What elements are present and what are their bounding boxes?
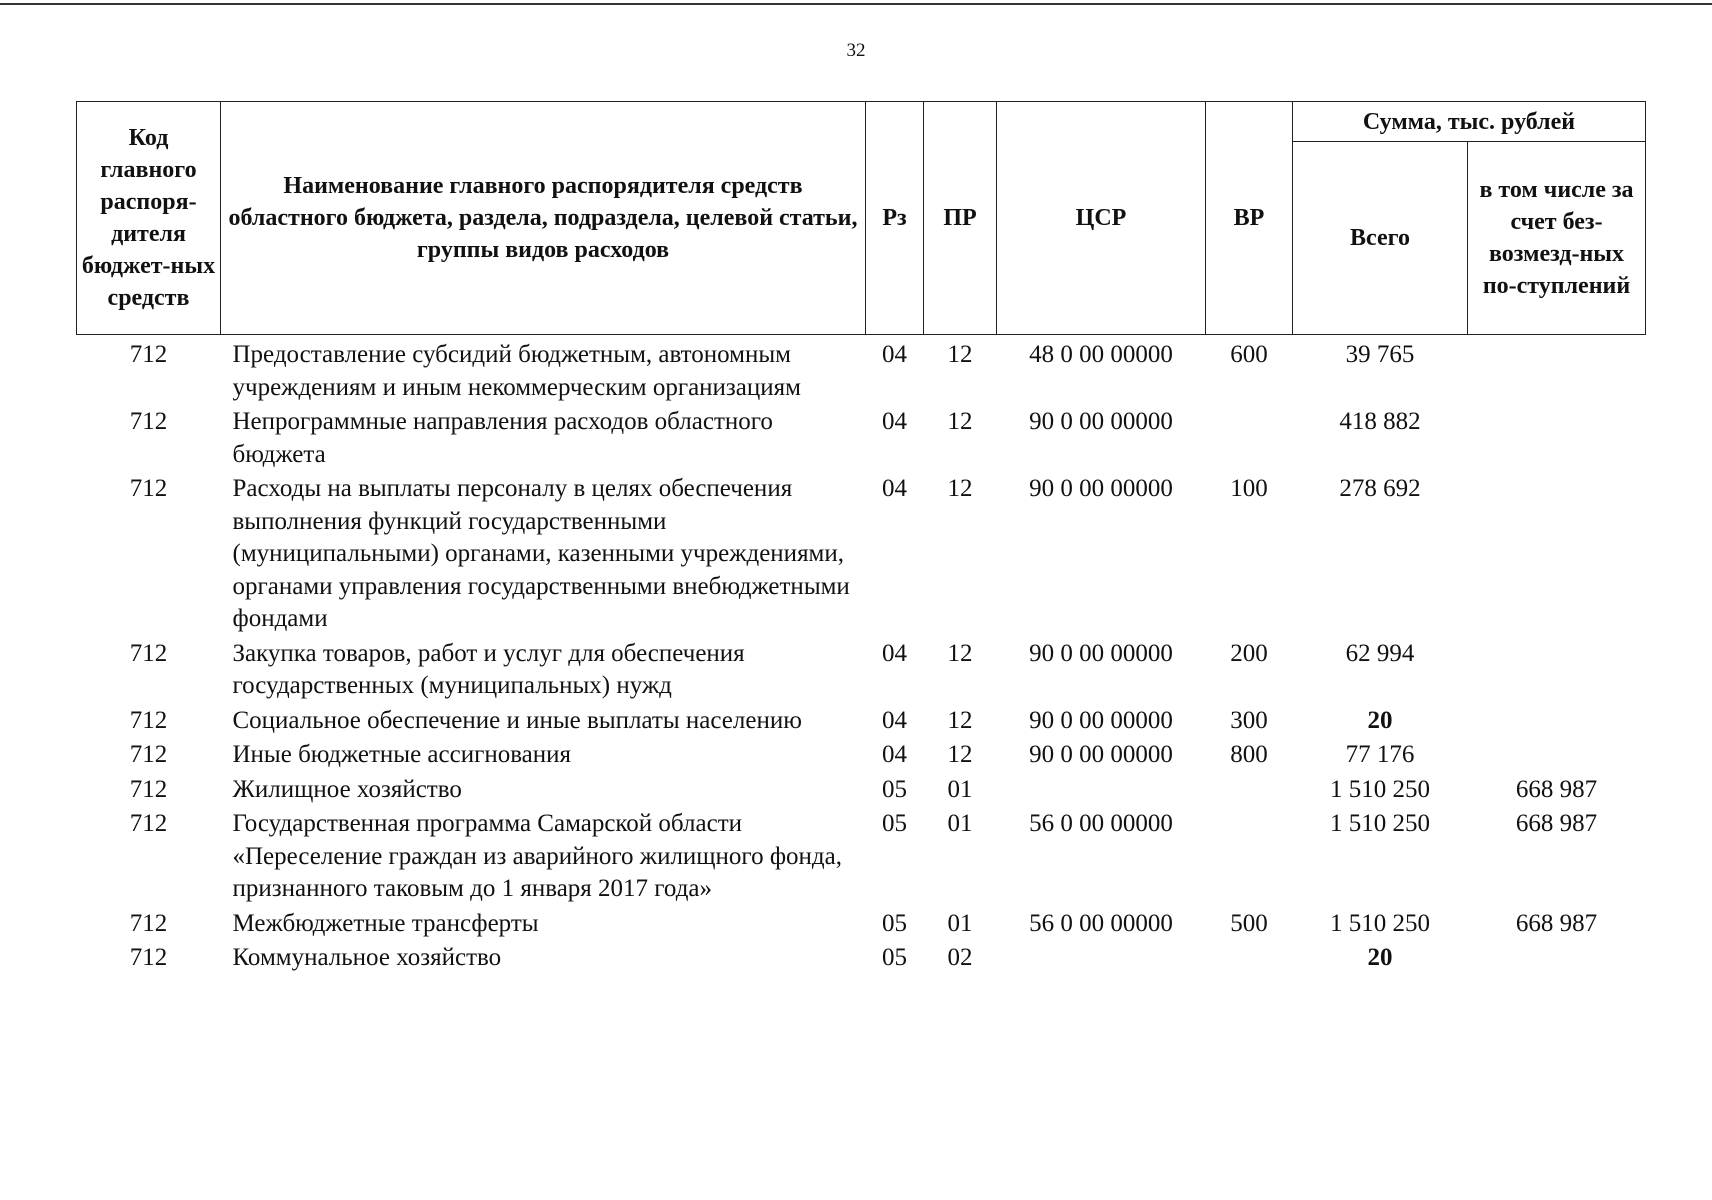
cell-csr: 90 0 00 00000 — [1029, 639, 1173, 667]
cell-pr: 01 — [947, 909, 973, 937]
header-code: Код главного распоря-дителя бюджет-ных средств — [77, 102, 221, 335]
page-number: 32 — [846, 40, 866, 61]
cell-csr: 90 0 00 00000 — [1029, 741, 1173, 768]
cell-code: 712 — [129, 341, 168, 368]
cell-name: Расходы на выплаты персоналу в целях обеспечения выполнения функций государственными (муниципальными) органами, казенными учреждениями, органами управления государственными внебюджетными фондами — [232, 475, 850, 632]
table-row — [77, 737, 1646, 772]
cell-pr: 02 — [947, 944, 973, 971]
header-rz: Рз — [866, 102, 924, 335]
cell-name: Жилищное хозяйство — [232, 775, 462, 803]
table-row — [77, 772, 1646, 807]
cell-share — [1468, 335, 1646, 405]
header-sum-group: Сумма, тыс. рублей — [1293, 102, 1646, 142]
budget-table — [76, 101, 1646, 975]
cell-code: 712 — [129, 741, 168, 768]
table-row — [77, 906, 1646, 941]
cell-name: Иные бюджетные ассигнования — [232, 741, 572, 768]
cell-vr — [1206, 404, 1293, 471]
cell-rz: 05 — [882, 909, 907, 937]
header-pr: ПР — [924, 102, 997, 335]
cell-pr: 01 — [947, 810, 973, 837]
cell-rz: 04 — [882, 706, 907, 734]
cell-total: 20 — [1367, 706, 1393, 734]
table-row — [77, 335, 1646, 405]
cell-csr: 90 0 00 00000 — [1029, 475, 1173, 502]
table-header — [77, 102, 1646, 335]
header-vr: ВР — [1206, 102, 1293, 335]
cell-vr — [1206, 772, 1293, 807]
cell-vr: 100 — [1230, 475, 1268, 502]
cell-rz: 04 — [882, 639, 907, 667]
cell-code: 712 — [129, 408, 168, 435]
cell-csr: 56 0 00 00000 — [1029, 909, 1173, 937]
cell-share — [1468, 404, 1646, 471]
cell-pr: 12 — [947, 408, 973, 435]
cell-csr: 48 0 00 00000 — [1029, 341, 1173, 368]
table-row — [77, 703, 1646, 738]
cell-total: 39 765 — [1345, 341, 1415, 368]
cell-total: 1 510 250 — [1330, 810, 1430, 837]
cell-vr: 200 — [1230, 639, 1268, 667]
cell-csr — [997, 772, 1206, 807]
cell-vr — [1206, 940, 1293, 975]
table-row — [77, 806, 1646, 906]
cell-code: 712 — [129, 475, 168, 502]
table-row — [77, 940, 1646, 975]
header-name: Наименование главного распорядителя средств областного бюджета, раздела, подраздела, целевой статьи, группы видов расходов — [221, 102, 866, 335]
cell-share: 668 987 — [1515, 775, 1598, 803]
cell-csr: 90 0 00 00000 — [1029, 408, 1173, 435]
cell-pr: 12 — [947, 706, 973, 734]
cell-share — [1468, 471, 1646, 636]
cell-rz: 04 — [882, 408, 907, 435]
cell-share — [1468, 703, 1646, 738]
cell-total: 77 176 — [1345, 741, 1415, 768]
cell-total: 20 — [1367, 944, 1393, 971]
header-share: в том числе за счет без-возмезд-ных по-ступлений — [1468, 142, 1646, 335]
cell-rz: 04 — [882, 741, 907, 768]
table-row — [77, 636, 1646, 703]
cell-rz: 04 — [882, 475, 907, 502]
cell-pr: 12 — [947, 639, 973, 667]
cell-rz: 04 — [882, 341, 907, 368]
cell-pr: 12 — [947, 341, 973, 368]
cell-vr: 800 — [1230, 741, 1268, 768]
table-body — [77, 335, 1646, 975]
cell-total: 1 510 250 — [1330, 775, 1430, 803]
top-rule — [0, 3, 1712, 5]
cell-csr: 90 0 00 00000 — [1029, 706, 1173, 734]
cell-total: 62 994 — [1345, 639, 1415, 667]
cell-share — [1468, 737, 1646, 772]
cell-share — [1468, 636, 1646, 703]
cell-csr: 56 0 00 00000 — [1029, 810, 1173, 837]
cell-name: Предоставление субсидий бюджетным, автономным учреждениям и иным некоммерческим организациям — [232, 341, 801, 401]
cell-total: 418 882 — [1339, 408, 1421, 435]
cell-vr: 500 — [1230, 909, 1268, 937]
cell-pr: 12 — [947, 475, 973, 502]
header-csr: ЦСР — [997, 102, 1206, 335]
cell-vr: 300 — [1230, 706, 1268, 734]
cell-rz: 05 — [882, 944, 907, 971]
cell-vr: 600 — [1230, 341, 1268, 368]
cell-vr — [1206, 806, 1293, 906]
cell-name: Государственная программа Самарской области «Переселение граждан из аварийного жилищного фонда, признанного таковым до 1 января 2017 года» — [232, 810, 842, 902]
cell-share: 668 987 — [1515, 909, 1598, 937]
header-total: Всего — [1293, 142, 1468, 335]
cell-code: 712 — [129, 775, 168, 803]
cell-name: Социальное обеспечение и иные выплаты населению — [232, 706, 802, 734]
cell-code: 712 — [129, 944, 168, 971]
cell-csr — [997, 940, 1206, 975]
cell-code: 712 — [129, 810, 168, 837]
cell-rz: 05 — [882, 775, 907, 803]
cell-code: 712 — [129, 706, 168, 734]
cell-share — [1468, 940, 1646, 975]
cell-name: Межбюджетные трансферты — [232, 909, 539, 937]
cell-rz: 05 — [882, 810, 907, 837]
cell-name: Коммунальное хозяйство — [232, 944, 502, 971]
cell-total: 278 692 — [1339, 475, 1421, 502]
cell-name: Закупка товаров, работ и услуг для обеспечения государственных (муниципальных) нужд — [232, 639, 745, 699]
table-row — [77, 404, 1646, 471]
cell-pr: 12 — [947, 741, 973, 768]
cell-code: 712 — [129, 639, 168, 667]
cell-total: 1 510 250 — [1330, 909, 1430, 937]
cell-share: 668 987 — [1515, 810, 1598, 837]
cell-code: 712 — [129, 909, 168, 937]
cell-name: Непрограммные направления расходов областного бюджета — [232, 408, 773, 468]
cell-pr: 01 — [947, 775, 973, 803]
table-row — [77, 471, 1646, 636]
